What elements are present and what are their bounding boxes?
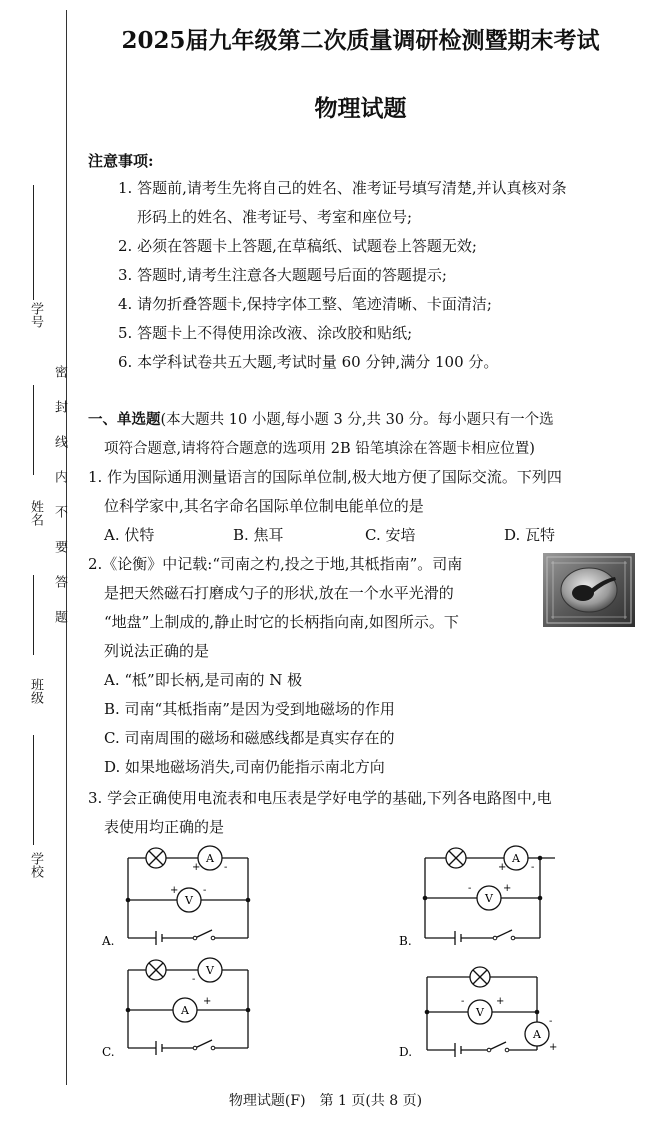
circuit-diagram-a	[100, 840, 260, 955]
q2-stem-line: 是把天然磁石打磨成勺子的形状,放在一个水平光滑的	[104, 584, 454, 602]
section-heading-line	[88, 408, 554, 429]
q1-stem-line2: 位科学家中,其名字命名国际单位制电能单位的是	[104, 497, 424, 515]
notice-line: 5. 答题卡上不得使用涂改液、涂改胶和贴纸;	[118, 324, 413, 342]
plus-sign: +	[496, 996, 505, 1007]
minus-sign: -	[192, 974, 196, 985]
ammeter-label: A	[206, 852, 214, 865]
q1-option-d: D. 瓦特	[504, 526, 556, 544]
circuit-d-label: D.	[399, 1045, 413, 1059]
exam-title: 2025届九年级第二次质量调研检测暨期末考试	[121, 27, 600, 54]
plus-sign: +	[503, 883, 512, 894]
section-desc-line2: 项符合题意,请将符合题意的选项用 2B 铅笔填涂在答题卡相应位置)	[104, 441, 535, 457]
voltmeter-label: V	[185, 894, 193, 907]
circuit-diagram-b	[397, 840, 567, 955]
ammeter-label: A	[533, 1028, 541, 1041]
q1-option-b: B. 焦耳	[233, 526, 284, 544]
notice-line: 4. 请勿折叠答题卡,保持字体工整、笔迹清晰、卡面清洁;	[118, 295, 492, 313]
ammeter-label: A	[512, 852, 520, 865]
q2-stem-line: 列说法正确的是	[104, 642, 210, 660]
q2-stem-line: “地盘”上制成的,静止时它的长柄指向南,如图所示。下	[104, 613, 459, 631]
minus-sign: -	[549, 1016, 553, 1027]
minus-sign: -	[468, 883, 472, 894]
name-label: 姓名	[28, 500, 43, 526]
voltmeter-label: V	[476, 1006, 484, 1019]
plus-sign: +	[498, 862, 507, 873]
circuit-a-label: A.	[102, 934, 115, 948]
voltmeter-label: V	[206, 964, 214, 977]
q3-stem-line2: 表使用均正确的是	[104, 818, 225, 836]
q2-option-b: B. 司南“其柢指南”是因为受到地磁场的作用	[104, 700, 395, 718]
notice-line: 2. 必须在答题卡上答题,在草稿纸、试题卷上答题无效;	[118, 237, 477, 255]
section-heading: 一、单选题	[88, 411, 161, 428]
voltmeter-label: V	[485, 892, 493, 905]
student-no-label: 学号	[28, 302, 43, 328]
school-fill-line	[33, 735, 34, 845]
q1-option-c: C. 安培	[365, 526, 416, 544]
circuit-diagram-c	[100, 952, 260, 1067]
school-label: 学校	[28, 852, 43, 878]
plus-sign: +	[192, 862, 201, 873]
plus-sign: +	[203, 996, 212, 1007]
seal-warning-text: 密封线内不要答题	[52, 365, 67, 645]
notice-line: 3. 答题时,请考生注意各大题题号后面的答题提示;	[118, 266, 447, 284]
class-label: 班级	[28, 678, 43, 704]
q2-option-a: A. “柢”即长柄,是司南的 N 极	[104, 671, 303, 689]
name-fill-line	[33, 385, 34, 475]
circuit-b-label: B.	[399, 934, 412, 948]
notice-line: 形码上的姓名、准考证号、考室和座位号;	[137, 208, 413, 226]
q2-option-d: D. 如果地磁场消失,司南仍能指示南北方向	[104, 758, 385, 776]
ammeter-label: A	[181, 1004, 189, 1017]
notice-line: 6. 本学科试卷共五大题,考试时量 60 分钟,满分 100 分。	[118, 353, 499, 371]
minus-sign: -	[203, 885, 207, 896]
student-no-fill-line	[33, 185, 34, 300]
q2-stem-line: 2.《论衡》中记载:“司南之杓,投之于地,其柢指南”。司南	[88, 555, 463, 573]
minus-sign: -	[461, 996, 465, 1007]
subject-title: 物理试题	[314, 95, 407, 122]
minus-sign: -	[224, 862, 228, 873]
class-fill-line	[33, 575, 34, 655]
q1-option-a: A. 伏特	[104, 526, 155, 544]
sinan-compass-image	[543, 553, 635, 627]
circuit-c-label: C.	[102, 1045, 115, 1059]
minus-sign: -	[531, 862, 535, 873]
q3-stem-line1: 3. 学会正确使用电流表和电压表是学好电学的基础,下列各电路图中,电	[88, 789, 552, 807]
page-footer: 物理试题(F) 第 1 页(共 8 页)	[228, 1093, 423, 1109]
notice-line: 1. 答题前,请考生先将自己的姓名、准考证号填写清楚,并认真核对条	[118, 179, 567, 197]
q2-option-c: C. 司南周围的磁场和磁感线都是真实存在的	[104, 729, 395, 747]
q1-stem-line1: 1. 作为国际通用测量语言的国际单位制,极大地方便了国际交流。下列四	[88, 468, 562, 486]
plus-sign: +	[170, 885, 179, 896]
notice-heading: 注意事项:	[88, 152, 154, 170]
circuit-diagram-d	[397, 952, 567, 1067]
section-desc: (本大题共 10 小题,每小题 3 分,共 30 分。每小题只有一个选	[160, 412, 554, 428]
plus-sign: +	[549, 1042, 558, 1053]
